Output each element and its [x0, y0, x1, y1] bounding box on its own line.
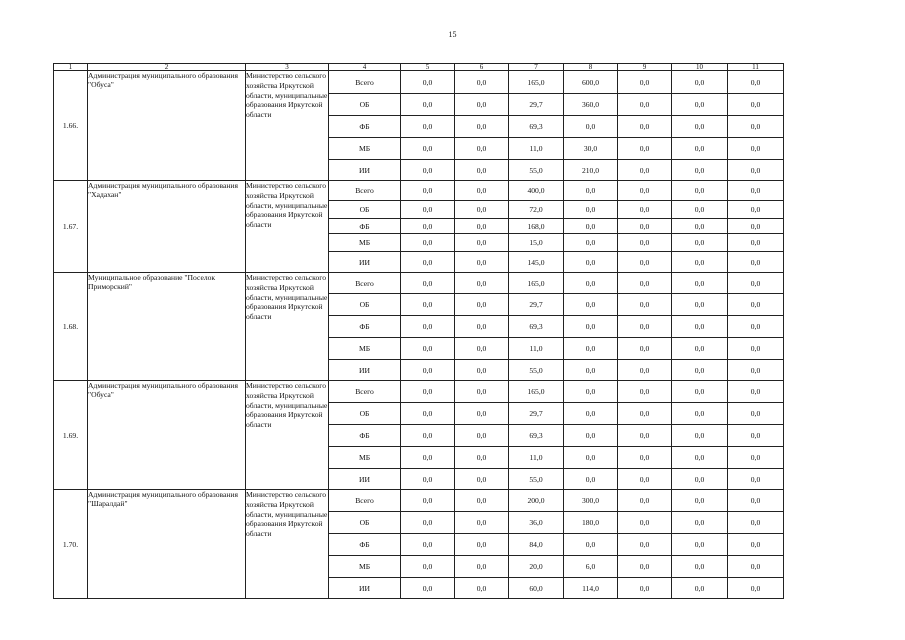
amount-cell: 0,0	[728, 316, 784, 338]
table-header	[54, 64, 784, 71]
amount-cell: 0,0	[672, 219, 728, 234]
organization-name: Администрация муниципального образования "Шаралдай"	[88, 490, 246, 599]
col-header: 6	[455, 64, 509, 71]
amount-cell: 0,0	[618, 252, 672, 273]
amount-cell: 36,0	[509, 512, 564, 534]
amount-cell: 0,0	[618, 273, 672, 294]
funding-source: ОБ	[329, 512, 401, 534]
amount-cell: 0,0	[455, 425, 509, 447]
amount-cell: 0,0	[564, 403, 618, 425]
amount-cell: 165,0	[509, 381, 564, 403]
amount-cell: 0,0	[672, 578, 728, 599]
amount-cell: 0,0	[564, 316, 618, 338]
amount-cell: 69,3	[509, 316, 564, 338]
amount-cell: 0,0	[728, 425, 784, 447]
amount-cell: 0,0	[728, 360, 784, 381]
amount-cell: 0,0	[672, 234, 728, 252]
organization-name: Муниципальное образование "Поселок Приморский"	[88, 273, 246, 381]
amount-cell: 0,0	[564, 181, 618, 201]
amount-cell: 0,0	[455, 360, 509, 381]
amount-cell: 30,0	[564, 138, 618, 160]
table-row	[54, 490, 784, 512]
amount-cell: 0,0	[455, 534, 509, 556]
col-header: 5	[401, 64, 455, 71]
amount-cell: 0,0	[672, 252, 728, 273]
amount-cell: 0,0	[564, 294, 618, 316]
amount-cell: 11,0	[509, 138, 564, 160]
amount-cell: 0,0	[455, 234, 509, 252]
amount-cell: 165,0	[509, 71, 564, 94]
amount-cell: 145,0	[509, 252, 564, 273]
amount-cell: 0,0	[401, 219, 455, 234]
amount-cell: 69,3	[509, 116, 564, 138]
table-body	[54, 71, 784, 599]
amount-cell: 84,0	[509, 534, 564, 556]
amount-cell: 0,0	[618, 116, 672, 138]
amount-cell: 0,0	[672, 316, 728, 338]
amount-cell: 0,0	[672, 447, 728, 469]
amount-cell: 0,0	[728, 534, 784, 556]
amount-cell: 0,0	[728, 160, 784, 181]
item-number: 1.67.	[54, 181, 88, 273]
funding-source: МБ	[329, 338, 401, 360]
amount-cell: 0,0	[401, 512, 455, 534]
amount-cell: 0,0	[455, 252, 509, 273]
amount-cell: 0,0	[401, 181, 455, 201]
amount-cell: 0,0	[401, 71, 455, 94]
executor-name: Министерство сельского хозяйства Иркутской области, муниципальные образования Иркутской области	[246, 381, 329, 490]
amount-cell: 0,0	[564, 447, 618, 469]
amount-cell: 0,0	[728, 490, 784, 512]
item-number: 1.66.	[54, 71, 88, 181]
amount-cell: 0,0	[672, 490, 728, 512]
amount-cell: 0,0	[672, 403, 728, 425]
amount-cell: 0,0	[728, 447, 784, 469]
amount-cell: 0,0	[455, 71, 509, 94]
amount-cell: 210,0	[564, 160, 618, 181]
amount-cell: 0,0	[455, 219, 509, 234]
amount-cell: 0,0	[401, 138, 455, 160]
amount-cell: 0,0	[618, 403, 672, 425]
amount-cell: 0,0	[618, 316, 672, 338]
funding-source: ФБ	[329, 534, 401, 556]
item-number: 1.70.	[54, 490, 88, 599]
funding-source: МБ	[329, 234, 401, 252]
amount-cell: 15,0	[509, 234, 564, 252]
amount-cell: 0,0	[564, 234, 618, 252]
amount-cell: 55,0	[509, 360, 564, 381]
amount-cell: 0,0	[401, 403, 455, 425]
amount-cell: 0,0	[564, 338, 618, 360]
amount-cell: 0,0	[618, 381, 672, 403]
amount-cell: 0,0	[455, 556, 509, 578]
funding-source: Всего	[329, 181, 401, 201]
amount-cell: 0,0	[618, 94, 672, 116]
amount-cell: 0,0	[455, 138, 509, 160]
amount-cell: 0,0	[728, 94, 784, 116]
amount-cell: 0,0	[672, 201, 728, 219]
amount-cell: 0,0	[618, 512, 672, 534]
amount-cell: 0,0	[618, 181, 672, 201]
amount-cell: 0,0	[618, 160, 672, 181]
funding-source: Всего	[329, 490, 401, 512]
amount-cell: 11,0	[509, 338, 564, 360]
amount-cell: 0,0	[618, 490, 672, 512]
amount-cell: 0,0	[455, 94, 509, 116]
amount-cell: 0,0	[672, 71, 728, 94]
amount-cell: 180,0	[564, 512, 618, 534]
amount-cell: 0,0	[401, 556, 455, 578]
amount-cell: 0,0	[564, 273, 618, 294]
amount-cell: 0,0	[728, 381, 784, 403]
amount-cell: 0,0	[401, 201, 455, 219]
col-header: 11	[728, 64, 784, 71]
amount-cell: 0,0	[401, 469, 455, 490]
executor-name: Министерство сельского хозяйства Иркутской области, муниципальные образования Иркутской области	[246, 490, 329, 599]
amount-cell: 0,0	[564, 116, 618, 138]
amount-cell: 0,0	[672, 512, 728, 534]
table-row	[54, 71, 784, 94]
amount-cell: 20,0	[509, 556, 564, 578]
item-number: 1.68.	[54, 273, 88, 381]
amount-cell: 0,0	[401, 294, 455, 316]
amount-cell: 300,0	[564, 490, 618, 512]
amount-cell: 0,0	[618, 425, 672, 447]
amount-cell: 0,0	[672, 116, 728, 138]
amount-cell: 0,0	[618, 201, 672, 219]
amount-cell: 0,0	[672, 556, 728, 578]
amount-cell: 0,0	[564, 219, 618, 234]
amount-cell: 0,0	[728, 273, 784, 294]
col-header: 2	[88, 64, 246, 71]
amount-cell: 0,0	[401, 273, 455, 294]
funding-source: ОБ	[329, 403, 401, 425]
amount-cell: 0,0	[728, 234, 784, 252]
amount-cell: 0,0	[728, 469, 784, 490]
table-row	[54, 273, 784, 294]
amount-cell: 0,0	[672, 381, 728, 403]
funding-source: МБ	[329, 556, 401, 578]
funding-source: ФБ	[329, 316, 401, 338]
executor-name: Министерство сельского хозяйства Иркутской области, муниципальные образования Иркутской области	[246, 273, 329, 381]
amount-cell: 0,0	[618, 234, 672, 252]
amount-cell: 0,0	[728, 338, 784, 360]
amount-cell: 0,0	[455, 403, 509, 425]
organization-name: Администрация муниципального образования "Обуса"	[88, 71, 246, 181]
amount-cell: 55,0	[509, 160, 564, 181]
funding-source: ФБ	[329, 116, 401, 138]
amount-cell: 200,0	[509, 490, 564, 512]
funding-source: МБ	[329, 447, 401, 469]
amount-cell: 0,0	[455, 116, 509, 138]
amount-cell: 0,0	[618, 469, 672, 490]
funding-source: Всего	[329, 71, 401, 94]
amount-cell: 0,0	[564, 469, 618, 490]
amount-cell: 0,0	[401, 425, 455, 447]
amount-cell: 165,0	[509, 273, 564, 294]
amount-cell: 0,0	[728, 294, 784, 316]
amount-cell: 0,0	[564, 534, 618, 556]
amount-cell: 0,0	[618, 219, 672, 234]
amount-cell: 0,0	[455, 578, 509, 599]
amount-cell: 0,0	[728, 116, 784, 138]
funding-source: ФБ	[329, 219, 401, 234]
amount-cell: 0,0	[618, 338, 672, 360]
amount-cell: 0,0	[618, 556, 672, 578]
page-number: 15	[448, 30, 457, 39]
amount-cell: 0,0	[618, 360, 672, 381]
col-header: 1	[54, 64, 88, 71]
amount-cell: 0,0	[672, 534, 728, 556]
amount-cell: 0,0	[672, 94, 728, 116]
amount-cell: 0,0	[455, 447, 509, 469]
col-header: 3	[246, 64, 329, 71]
amount-cell: 0,0	[455, 201, 509, 219]
funding-source: ИИ	[329, 160, 401, 181]
amount-cell: 0,0	[455, 316, 509, 338]
funding-source: МБ	[329, 138, 401, 160]
amount-cell: 72,0	[509, 201, 564, 219]
amount-cell: 0,0	[455, 294, 509, 316]
amount-cell: 0,0	[618, 71, 672, 94]
amount-cell: 0,0	[728, 138, 784, 160]
amount-cell: 29,7	[509, 94, 564, 116]
amount-cell: 0,0	[672, 360, 728, 381]
budget-table	[53, 63, 784, 599]
funding-source: Всего	[329, 381, 401, 403]
amount-cell: 0,0	[728, 201, 784, 219]
amount-cell: 0,0	[401, 338, 455, 360]
amount-cell: 0,0	[455, 273, 509, 294]
funding-source: Всего	[329, 273, 401, 294]
amount-cell: 0,0	[728, 71, 784, 94]
amount-cell: 0,0	[728, 252, 784, 273]
amount-cell: 0,0	[455, 160, 509, 181]
amount-cell: 0,0	[728, 512, 784, 534]
funding-source: ИИ	[329, 252, 401, 273]
amount-cell: 6,0	[564, 556, 618, 578]
amount-cell: 0,0	[564, 252, 618, 273]
amount-cell: 0,0	[728, 578, 784, 599]
organization-name: Администрация муниципального образования "Хадахан"	[88, 181, 246, 273]
funding-source: ФБ	[329, 425, 401, 447]
funding-source: ИИ	[329, 360, 401, 381]
amount-cell: 0,0	[455, 381, 509, 403]
amount-cell: 0,0	[728, 403, 784, 425]
amount-cell: 114,0	[564, 578, 618, 599]
amount-cell: 0,0	[401, 116, 455, 138]
amount-cell: 0,0	[618, 534, 672, 556]
funding-source: ИИ	[329, 578, 401, 599]
organization-name: Администрация муниципального образования "Обуса"	[88, 381, 246, 490]
amount-cell: 11,0	[509, 447, 564, 469]
col-header: 4	[329, 64, 401, 71]
amount-cell: 0,0	[455, 338, 509, 360]
amount-cell: 55,0	[509, 469, 564, 490]
amount-cell: 0,0	[455, 469, 509, 490]
amount-cell: 0,0	[564, 381, 618, 403]
amount-cell: 0,0	[618, 578, 672, 599]
amount-cell: 0,0	[672, 181, 728, 201]
col-header: 7	[509, 64, 564, 71]
executor-name: Министерство сельского хозяйства Иркутской области, муниципальные образования Иркутской области	[246, 181, 329, 273]
amount-cell: 0,0	[672, 338, 728, 360]
amount-cell: 0,0	[672, 294, 728, 316]
funding-source: ОБ	[329, 201, 401, 219]
amount-cell: 0,0	[401, 381, 455, 403]
amount-cell: 0,0	[672, 425, 728, 447]
amount-cell: 0,0	[401, 252, 455, 273]
table-row	[54, 181, 784, 201]
funding-source: ИИ	[329, 469, 401, 490]
amount-cell: 69,3	[509, 425, 564, 447]
col-header: 8	[564, 64, 618, 71]
amount-cell: 0,0	[401, 578, 455, 599]
amount-cell: 0,0	[618, 294, 672, 316]
amount-cell: 29,7	[509, 294, 564, 316]
amount-cell: 0,0	[401, 160, 455, 181]
funding-source: ОБ	[329, 294, 401, 316]
amount-cell: 0,0	[401, 447, 455, 469]
amount-cell: 0,0	[564, 201, 618, 219]
amount-cell: 0,0	[728, 556, 784, 578]
amount-cell: 60,0	[509, 578, 564, 599]
col-header: 9	[618, 64, 672, 71]
amount-cell: 0,0	[401, 360, 455, 381]
amount-cell: 29,7	[509, 403, 564, 425]
table-row	[54, 381, 784, 403]
amount-cell: 0,0	[401, 234, 455, 252]
amount-cell: 0,0	[455, 181, 509, 201]
amount-cell: 0,0	[618, 447, 672, 469]
amount-cell: 168,0	[509, 219, 564, 234]
amount-cell: 0,0	[618, 138, 672, 160]
funding-source: ОБ	[329, 94, 401, 116]
amount-cell: 0,0	[672, 273, 728, 294]
amount-cell: 0,0	[728, 219, 784, 234]
amount-cell: 0,0	[564, 360, 618, 381]
amount-cell: 0,0	[401, 94, 455, 116]
amount-cell: 0,0	[672, 469, 728, 490]
amount-cell: 600,0	[564, 71, 618, 94]
amount-cell: 0,0	[401, 534, 455, 556]
item-number: 1.69.	[54, 381, 88, 490]
amount-cell: 0,0	[564, 425, 618, 447]
col-header: 10	[672, 64, 728, 71]
amount-cell: 0,0	[455, 512, 509, 534]
amount-cell: 0,0	[672, 160, 728, 181]
amount-cell: 0,0	[728, 181, 784, 201]
amount-cell: 360,0	[564, 94, 618, 116]
executor-name: Министерство сельского хозяйства Иркутской области, муниципальные образования Иркутской области	[246, 71, 329, 181]
amount-cell: 0,0	[455, 490, 509, 512]
amount-cell: 0,0	[401, 490, 455, 512]
amount-cell: 0,0	[401, 316, 455, 338]
amount-cell: 400,0	[509, 181, 564, 201]
amount-cell: 0,0	[672, 138, 728, 160]
